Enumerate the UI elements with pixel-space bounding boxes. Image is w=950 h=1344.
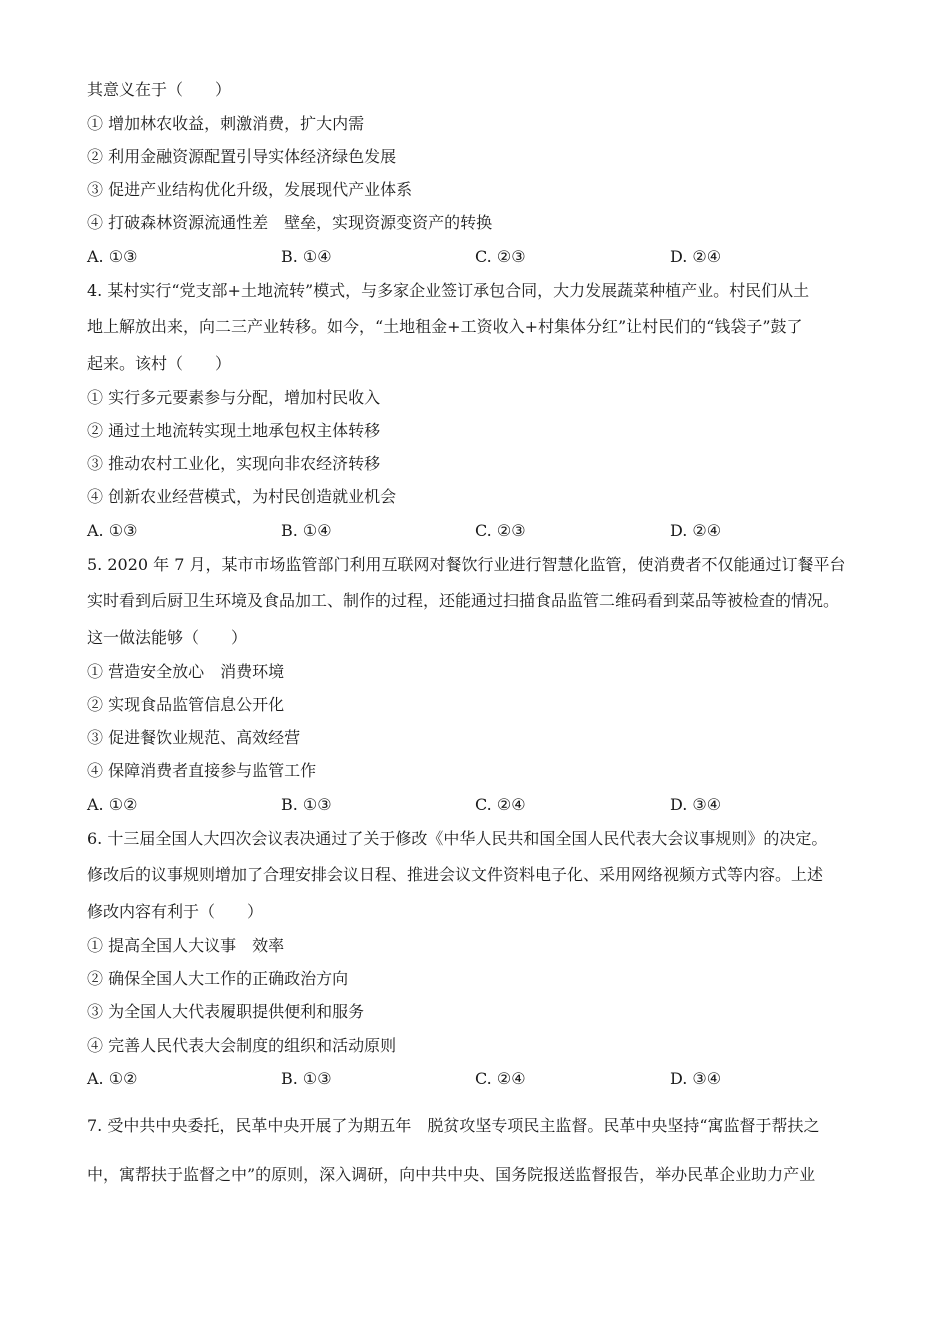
q6-stem-line-2: 修改后的议事规则增加了合理安排会议日程、推进会议文件资料电子化、采用网络视频方式等内容。上述 — [87, 865, 824, 884]
q6-item-2: ② 确保全国人大工作的正确政治方向 — [87, 969, 349, 988]
q5-stem-line-2: 实时看到后厨卫生环境及食品加工、制作的过程，还能通过扫描食品监管二维码看到菜品等被检查的情况。 — [87, 591, 840, 610]
q6-option-b: B. ①③ — [281, 1069, 332, 1088]
q5-option-a: A. ①② — [87, 795, 138, 814]
q6-item-4: ④ 完善人民代表大会制度的组织和活动原则 — [87, 1036, 397, 1055]
q3-stem-tail: 其意义在于（ ） — [87, 80, 232, 99]
q3-options — [87, 247, 867, 267]
q5-options — [87, 795, 867, 815]
q3-option-d: D. ②④ — [670, 247, 722, 266]
q6-item-3: ③ 为全国人大代表履职提供便利和服务 — [87, 1002, 365, 1021]
q5-option-b: B. ①③ — [281, 795, 332, 814]
q6-stem-line-1: 6. 十三届全国人大四次会议表决通过了关于修改《中华人民共和国全国人民代表大会议事规则》的决定。 — [87, 829, 828, 848]
q4-stem-line-1: 4. 某村实行“党支部+土地流转”模式，与多家企业签订承包合同，大力发展蔬菜种植产业。村民们从土 — [87, 281, 810, 300]
q6-stem-line-3: 修改内容有利于（ ） — [87, 902, 264, 921]
q6-option-a: A. ①② — [87, 1069, 138, 1088]
q4-item-2: ② 通过土地流转实现土地承包权主体转移 — [87, 421, 381, 440]
q4-item-4: ④ 创新农业经营模式，为村民创造就业机会 — [87, 487, 397, 506]
q4-option-a: A. ①③ — [87, 521, 138, 540]
q3-option-a: A. ①③ — [87, 247, 138, 266]
q4-option-d: D. ②④ — [670, 521, 722, 540]
q5-item-1: ① 营造安全放心 消费环境 — [87, 662, 285, 681]
q4-options — [87, 521, 867, 541]
q3-item-4: ④ 打破森林资源流通性差 壁垒，实现资源变资产的转换 — [87, 213, 493, 232]
q4-item-3: ③ 推动农村工业化，实现向非农经济转移 — [87, 454, 381, 473]
q3-option-c: C. ②③ — [475, 247, 526, 266]
q5-item-3: ③ 促进餐饮业规范、高效经营 — [87, 728, 301, 747]
q4-stem-line-2: 地上解放出来，向二三产业转移。如今，“土地租金+工资收入+村集体分红”让村民们的“钱袋子”鼓了 — [87, 317, 803, 336]
q6-option-d: D. ③④ — [670, 1069, 722, 1088]
q5-option-c: C. ②④ — [475, 795, 526, 814]
q4-option-b: B. ①④ — [281, 521, 332, 540]
q7-stem-line-2: 中，寓帮扶于监督之中”的原则，深入调研，向中共中央、国务院报送监督报告，举办民革企业助力产业 — [87, 1165, 816, 1184]
q5-item-2: ② 实现食品监管信息公开化 — [87, 695, 285, 714]
q3-option-b: B. ①④ — [281, 247, 332, 266]
q5-item-4: ④ 保障消费者直接参与监管工作 — [87, 761, 317, 780]
q6-options — [87, 1069, 867, 1089]
q5-stem-line-3: 这一做法能够（ ） — [87, 628, 248, 647]
q4-item-1: ① 实行多元要素参与分配，增加村民收入 — [87, 388, 381, 407]
q4-option-c: C. ②③ — [475, 521, 526, 540]
q5-stem-line-1: 5. 2020 年 7 月，某市市场监管部门利用互联网对餐饮行业进行智慧化监管，使消费者不仅能通过订餐平台 — [87, 555, 846, 574]
q7-stem-line-1: 7. 受中共中央委托，民革中央开展了为期五年 脱贫攻坚专项民主监督。民革中央坚持“寓监督于帮扶之 — [87, 1116, 820, 1135]
q6-item-1: ① 提高全国人大议事 效率 — [87, 936, 285, 955]
q3-item-2: ② 利用金融资源配置引导实体经济绿色发展 — [87, 147, 397, 166]
q4-stem-line-3: 起来。该村（ ） — [87, 354, 232, 373]
q6-option-c: C. ②④ — [475, 1069, 526, 1088]
q5-option-d: D. ③④ — [670, 795, 722, 814]
q3-item-1: ① 增加林农收益，刺激消费，扩大内需 — [87, 114, 365, 133]
q3-item-3: ③ 促进产业结构优化升级，发展现代产业体系 — [87, 180, 413, 199]
